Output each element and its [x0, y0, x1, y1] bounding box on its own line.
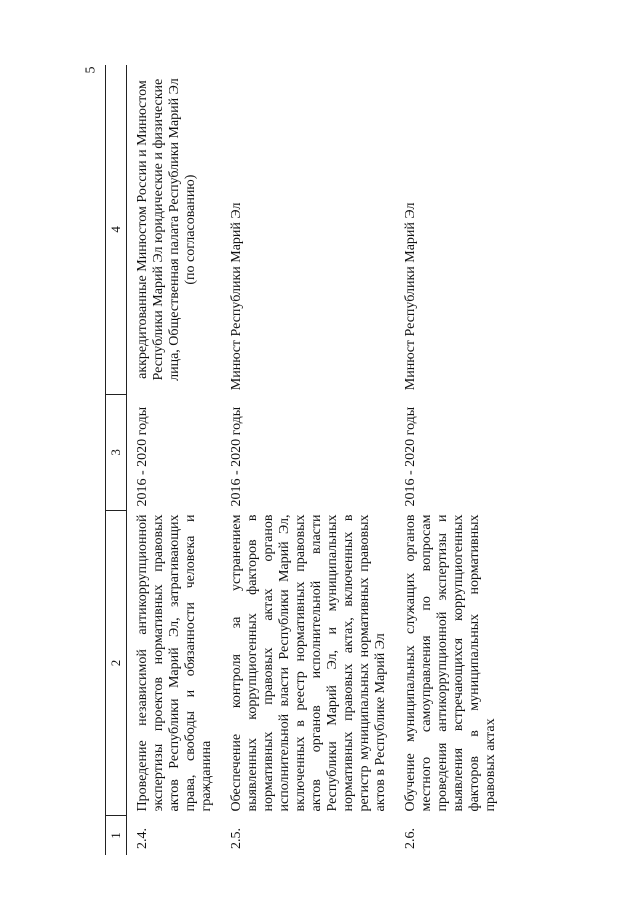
measures-table [105, 65, 505, 855]
row-description: Обучение муниципальных служащих органов местного самоуправления по вопросам проведения антикоррупционной экспертизы и выявления встречающихся коррупциогенных факторов в муниципальных нормативных правовых актах [403, 514, 498, 812]
table-row [395, 65, 505, 855]
row-description: Обеспечение контроля за устранением выявленных коррупциогенных факторов в нормативных правовых актах органов исполнительной власти Республики Марий Эл, включенных в реестр нормативных правовых актов органов исполнительной власти Республики Марий Эл, и муниципальных нормативных правовых актах, включенных в регистр муниципальных нормативных правовых актов в Республике Марий Эл [229, 514, 388, 812]
row-number: 2.4. [135, 828, 150, 849]
row-number: 2.5. [229, 828, 244, 849]
header-col-3: 3 [106, 394, 127, 510]
table-row [221, 65, 395, 855]
row-responsible: аккредитованные Минюстом России и Минюстом Республики Марий Эл юридические и физические лица, Общественная палата Республики Марий Эл (по согласованию) [135, 78, 198, 381]
page-number: 5 [83, 66, 99, 74]
table-row [127, 65, 222, 855]
row-period: 2016 - 2020 годы [403, 406, 418, 507]
row-description: Проведение независимой антикоррупционной экспертизы проектов нормативных правовых актов Республики Марий Эл, затрагивающих права, свободы и обязанности человека и гражданина [135, 514, 214, 812]
header-col-4: 4 [106, 65, 127, 394]
row-responsible: Минюст Республики Марий Эл [229, 202, 244, 391]
row-period: 2016 - 2020 годы [229, 406, 244, 507]
header-col-2: 2 [106, 510, 127, 815]
table-header-row [106, 65, 127, 855]
row-number: 2.6. [403, 828, 418, 849]
rotated-page [105, 65, 505, 855]
header-col-1: 1 [106, 816, 127, 856]
row-responsible: Минюст Республики Марий Эл [403, 202, 418, 391]
row-period: 2016 - 2020 годы [135, 406, 150, 507]
